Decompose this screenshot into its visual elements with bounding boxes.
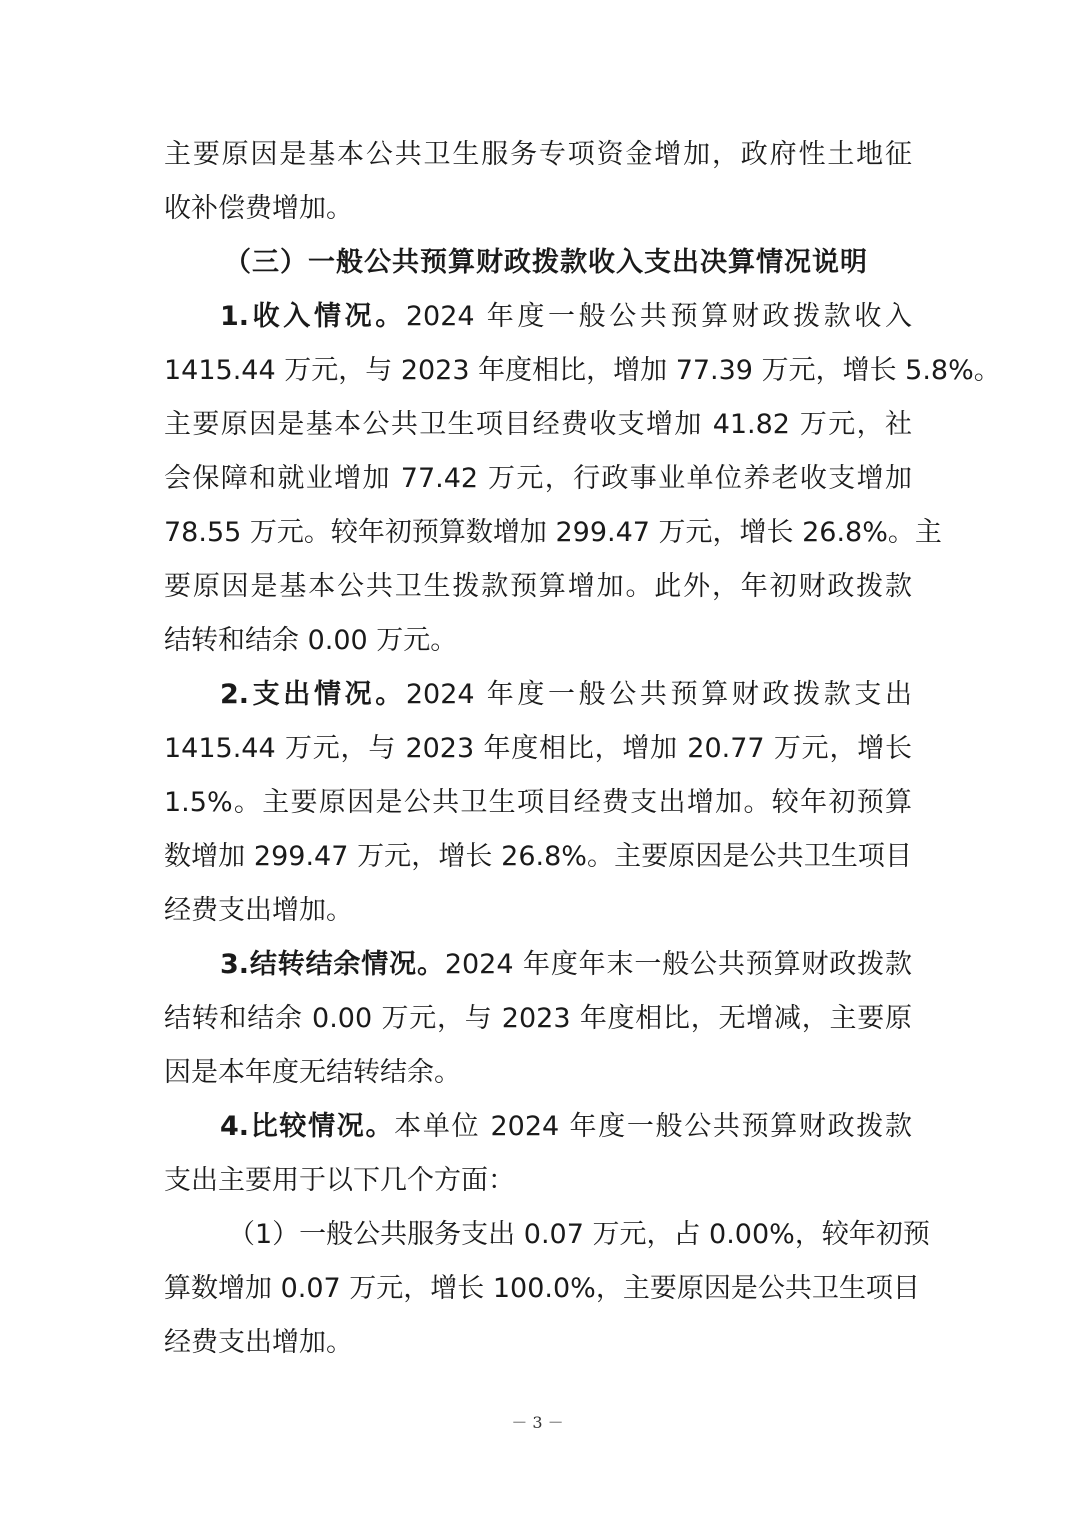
text-line: 数增加 299.47 万元，增长 26.8%。主要原因是公共卫生项目 xyxy=(164,841,912,872)
paragraph-expenditure xyxy=(164,668,912,938)
paragraph-lead: 1.收入情况。 xyxy=(220,301,406,332)
text-line: 主要原因是基本公共卫生项目经费收支增加 41.82 万元，社 xyxy=(164,409,912,440)
text-line: 因是本年度无结转结余。 xyxy=(164,1057,461,1088)
paragraph-lead: 4.比较情况。 xyxy=(220,1111,395,1142)
text-line: 结转和结余 0.00 万元，与 2023 年度相比，无增减，主要原 xyxy=(164,1003,912,1034)
text-span: 2024 年度一般公共预算财政拨款收入 xyxy=(405,301,912,332)
text-line: 结转和结余 0.00 万元。 xyxy=(164,625,458,656)
text-line xyxy=(164,668,912,722)
text-span: 本单位 2024 年度一般公共预算财政拨款 xyxy=(394,1111,912,1142)
text-line: 会保障和就业增加 77.42 万元，行政事业单位养老收支增加 xyxy=(164,463,912,494)
paragraph-lead: 3.结转结余情况。 xyxy=(220,949,445,980)
text-span: 2024 年度一般公共预算财政拨款支出 xyxy=(405,679,912,710)
document-page xyxy=(164,128,1001,1370)
paragraph-lead: 2.支出情况。 xyxy=(220,679,406,710)
page-number: － 3 － xyxy=(511,1413,564,1432)
text-line: 1415.44 万元，与 2023 年度相比，增加 77.39 万元，增长 5.8%。 xyxy=(164,355,1001,386)
text-line xyxy=(164,290,912,344)
text-line: 支出主要用于以下几个方面： xyxy=(164,1165,515,1196)
text-line: 1.5%。主要原因是公共卫生项目经费支出增加。较年初预算 xyxy=(164,787,912,818)
text-line: 要原因是基本公共卫生拨款预算增加。此外，年初财政拨款 xyxy=(164,571,912,602)
text-line xyxy=(164,1100,912,1154)
paragraph-carryover xyxy=(164,938,912,1100)
text-span: 2024 年度年末一般公共预算财政拨款 xyxy=(444,949,912,980)
text-line: 收补偿费增加。 xyxy=(164,193,353,224)
text-line: 1415.44 万元，与 2023 年度相比，增加 20.77 万元，增长 xyxy=(164,733,912,764)
text-line: 经费支出增加。 xyxy=(164,895,353,926)
paragraph-item-1 xyxy=(164,1208,930,1370)
text-line: 算数增加 0.07 万元，增长 100.0%，主要原因是公共卫生项目 xyxy=(164,1273,920,1304)
text-line: （1）一般公共服务支出 0.07 万元，占 0.00%，较年初预 xyxy=(228,1219,930,1250)
text-line: 主要原因是基本公共卫生服务专项资金增加，政府性土地征 xyxy=(164,139,912,170)
text-line: 经费支出增加。 xyxy=(164,1327,353,1358)
paragraph-continuation xyxy=(164,128,912,236)
paragraph-comparison xyxy=(164,1100,912,1208)
text-line: 78.55 万元。较年初预算数增加 299.47 万元，增长 26.8%。主 xyxy=(164,517,942,548)
paragraph-income xyxy=(164,290,1001,668)
text-line xyxy=(164,938,912,992)
section-heading: （三）一般公共预算财政拨款收入支出决算情况说明 xyxy=(224,247,868,278)
